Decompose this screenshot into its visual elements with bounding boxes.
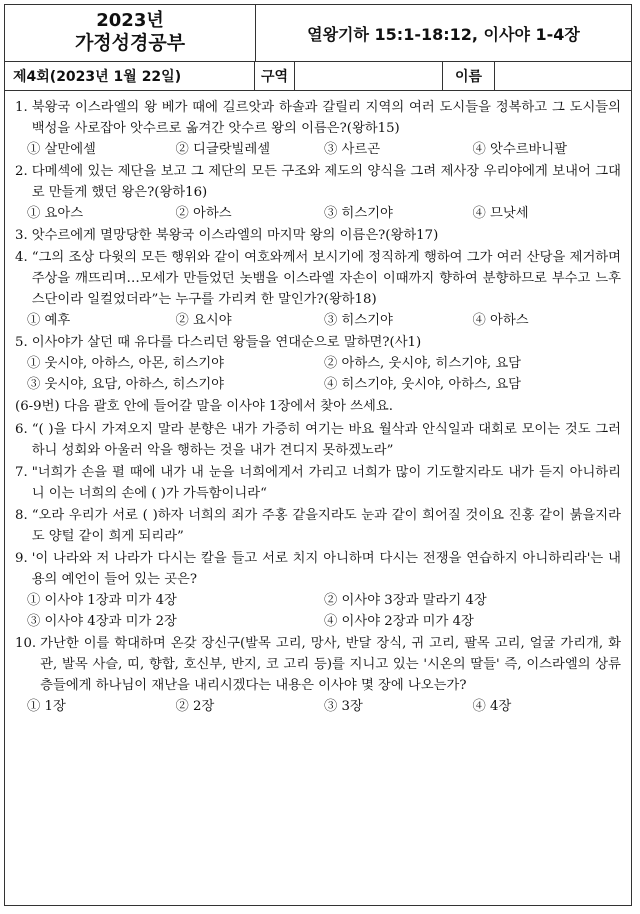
- option: ① 예후: [27, 313, 71, 328]
- question-number: 5.: [15, 335, 28, 350]
- question-text: "너희가 손을 펼 때에 내가 내 눈을 너희에게서 가리고 너희가 많이 기도할지라도 내가 듣지 아니하리니 이는 너희의 손에 ( )가 가득함이니라“: [31, 465, 621, 501]
- option: ④ 4장: [472, 699, 512, 714]
- option: ③ 히스기야: [324, 313, 393, 328]
- options: [15, 310, 621, 331]
- question-number: 6.: [15, 422, 28, 437]
- question-9: [15, 548, 621, 632]
- options: [15, 696, 621, 717]
- option: ① 웃시야, 아하스, 아몬, 히스기야: [27, 356, 225, 371]
- option: ① 살만에셀: [27, 142, 96, 157]
- header-row: [5, 5, 631, 62]
- option: ③ 히스기야: [324, 206, 393, 221]
- question-number: 1.: [15, 100, 28, 115]
- question-number: 4.: [15, 250, 28, 265]
- session-label: 제4회(2023년 1월 22일): [5, 62, 255, 90]
- option: ④ 히스기야, 웃시야, 아하스, 요담: [324, 377, 522, 392]
- question-text: 북왕국 이스라엘의 왕 베가 때에 길르앗과 하솔과 갈릴리 지역의 여러 도시들을 정복하고 그 도시들의 백성을 사로잡아 앗수르로 옮겨간 앗수르 왕의 이름은?(왕하15): [31, 100, 621, 136]
- title-year: 2023년: [96, 10, 164, 31]
- question-number: 8.: [15, 508, 28, 523]
- question-text: 이사야가 살던 때 유다를 다스리던 왕들을 연대순으로 말하면?(사1): [31, 335, 422, 350]
- question-text: '이 나라와 저 나라가 다시는 칼을 들고 서로 치지 아니하며 다시는 전쟁을 연습하지 아니하리라'는 내용의 예언이 들어 있는 곳은?: [31, 551, 621, 587]
- instruction: (6-9번) 다음 괄호 안에 들어갈 말을 이사야 1장에서 찾아 쓰세요.: [15, 399, 393, 414]
- option: ③ 이사야 4장과 미가 2장: [27, 614, 177, 629]
- question-list: [5, 91, 631, 717]
- question-4: [15, 247, 621, 331]
- title-main: 가정성경공부: [74, 32, 186, 54]
- question-text: 다메섹에 있는 제단을 보고 그 제단의 모든 구조와 제도의 양식을 그려 제사장 우리야에게 보내어 그대로 만들게 했던 왕은?(왕하16): [31, 164, 621, 200]
- options: [15, 139, 621, 160]
- question-text: “오라 우리가 서로 ( )하자 너희의 죄가 주홍 같을지라도 눈과 같이 희어질 것이요 진홍 같이 붉을지라도 양털 같이 희게 되리라”: [31, 508, 621, 544]
- question-5: [15, 332, 621, 395]
- question-number: 3.: [15, 228, 28, 243]
- info-row: [5, 62, 631, 91]
- question-10: [15, 633, 621, 717]
- question-text: 가난한 이를 학대하며 온갖 장신구(발목 고리, 망사, 반달 장식, 귀 고리, 팔목 고리, 얼굴 가리개, 화관, 발목 사슬, 띠, 향합, 호신부, 반지, 코 고리 등)를 지니고 있는 '시온의 딸들' 즉, 이스라엘의 상류층들에게 하나님이 재난을 내리시겠다는 내용은 이사야 몇 장에 나오는가?: [40, 636, 621, 693]
- option: ② 2장: [175, 699, 215, 714]
- reading-range: 열왕기하 15:1-18:12, 이사야 1-4장: [307, 24, 580, 44]
- question-6: [15, 419, 621, 461]
- option: ② 아하스, 웃시야, 히스기야, 요담: [324, 356, 522, 371]
- question-8: [15, 505, 621, 547]
- option: ② 아하스: [175, 206, 232, 221]
- question-2: [15, 161, 621, 224]
- option: ② 요시야: [175, 313, 232, 328]
- option: ② 이사야 3장과 말라기 4장: [324, 593, 487, 608]
- question-1: [15, 97, 621, 160]
- worksheet: [4, 4, 632, 906]
- option: ④ 므낫세: [472, 206, 529, 221]
- question-number: 7.: [15, 465, 28, 480]
- option: ④ 이사야 2장과 미가 4장: [324, 614, 474, 629]
- option: ③ 웃시야, 요담, 아하스, 히스기야: [27, 377, 225, 392]
- question-number: 10.: [15, 636, 37, 651]
- question-text: “그의 조상 다윗의 모든 행위와 같이 여호와께서 보시기에 정직하게 행하여 그가 여러 산당을 제거하며 주상을 깨뜨리며…모세가 만들었던 놋뱀을 이스라엘 자손이 이때까지 향하여 분향하므로 부수고 느후스단이라 일컬었더라”는 누구를 가리켜 한 말인가?(왕하18): [31, 250, 621, 307]
- option: ① 1장: [27, 699, 66, 714]
- question-number: 9.: [15, 551, 28, 566]
- option: ① 요아스: [27, 206, 84, 221]
- option: ① 이사야 1장과 미가 4장: [27, 593, 177, 608]
- question-3: [15, 225, 621, 246]
- options: [15, 203, 621, 224]
- title-cell: [5, 5, 256, 61]
- option: ② 디글랏빌레셀: [175, 142, 271, 157]
- option: ③ 3장: [324, 699, 363, 714]
- area-label: 구역: [255, 62, 295, 90]
- question-text: 앗수르에게 멸망당한 북왕국 이스라엘의 마지막 왕의 이름은?(왕하17): [31, 228, 439, 243]
- name-field[interactable]: [495, 62, 631, 90]
- option: ④ 앗수르바니팔: [472, 142, 568, 157]
- options: [15, 590, 621, 632]
- name-label: 이름: [443, 62, 495, 90]
- options: [15, 353, 621, 395]
- option: ④ 아하스: [472, 313, 529, 328]
- question-number: 2.: [15, 164, 28, 179]
- question-7: [15, 462, 621, 504]
- option: ③ 사르곤: [324, 142, 381, 157]
- question-text: “( )을 다시 가져오지 말라 분향은 내가 가증히 여기는 바요 월삭과 안식일과 대회로 모이는 것도 그러하니 성회와 아울러 악을 행하는 것을 내가 견디지 못하겠노라”: [31, 422, 621, 458]
- area-field[interactable]: [295, 62, 443, 90]
